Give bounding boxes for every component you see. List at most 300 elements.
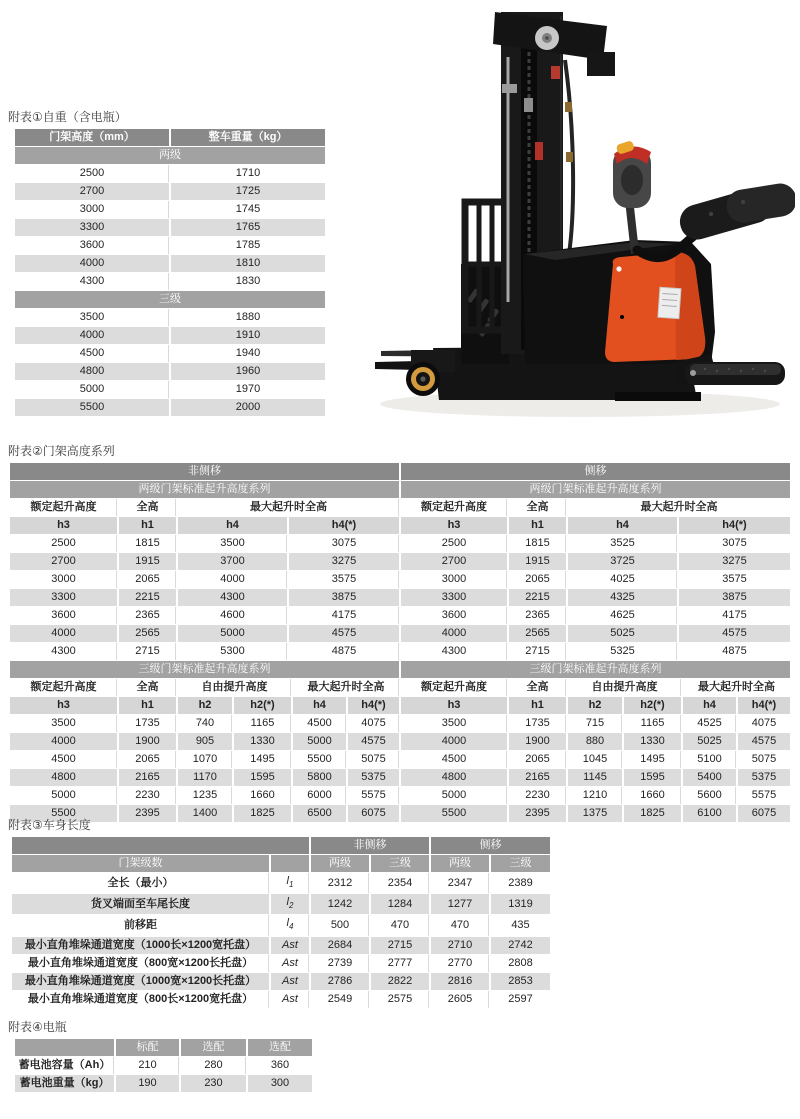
data-row	[10, 769, 790, 787]
table-cell: 5325	[567, 643, 678, 661]
table-cell: 4000	[10, 733, 118, 751]
symbol-cell: $l_2$	[270, 894, 310, 915]
group-header: 非侧移	[10, 463, 400, 481]
column-header: 全高	[118, 499, 177, 517]
symbol-header: h3	[400, 517, 508, 535]
weight-table-section	[8, 110, 325, 417]
table-cell: 2500	[400, 535, 508, 553]
tiller-console	[613, 140, 651, 254]
symbol-header: h1	[118, 517, 177, 535]
table-cell: 4025	[567, 571, 678, 589]
table-cell: 4500	[400, 751, 508, 769]
sub-header-row	[10, 697, 790, 715]
battery-table	[15, 1039, 312, 1093]
table-cell: 1277	[430, 894, 490, 915]
table-cell: 4175	[288, 607, 400, 625]
symbol-header: h1	[118, 697, 177, 715]
table-cell: 3300	[10, 589, 118, 607]
table-cell: 5400	[682, 769, 737, 787]
table-cell: 2739	[310, 954, 370, 972]
table-cell: 2565	[508, 625, 567, 643]
table-cell: 3600	[400, 607, 508, 625]
table-cell: 4000	[15, 327, 170, 345]
table-cell: 1400	[177, 805, 233, 823]
table-cell: 5000	[400, 787, 508, 805]
column-header: 最大起升时全高	[682, 679, 790, 697]
column-header: 自由提升高度	[567, 679, 682, 697]
table-cell: 2230	[118, 787, 177, 805]
data-row	[15, 183, 325, 201]
table-cell: 6500	[292, 805, 347, 823]
table-cell: 1170	[177, 769, 233, 787]
table-cell: 2770	[430, 954, 490, 972]
front-wheel	[406, 362, 440, 396]
section-band-row	[10, 661, 790, 679]
table-cell: 1210	[567, 787, 623, 805]
mast-height-title: 附表②门架高度系列	[8, 444, 115, 458]
symbol-header: h4(*)	[347, 697, 400, 715]
symbol-cell: Ast	[270, 954, 310, 972]
table-cell: 4300	[15, 273, 170, 291]
table-cell: 4500	[10, 751, 118, 769]
table-cell: 740	[177, 715, 233, 733]
table-cell: 2597	[490, 990, 550, 1008]
table-cell: 1915	[508, 553, 567, 571]
corner-cell	[15, 1039, 115, 1057]
data-row	[12, 954, 550, 972]
table-cell: 4000	[400, 733, 508, 751]
operator-backrest-pads	[676, 181, 795, 243]
table-cell: 4075	[737, 715, 790, 733]
table-cell: 2165	[118, 769, 177, 787]
table-cell: 2710	[430, 936, 490, 954]
section-band-row	[15, 147, 325, 165]
data-row	[10, 571, 790, 589]
table-cell: 4000	[177, 571, 288, 589]
body-length-table	[12, 837, 550, 1009]
data-row	[10, 643, 790, 661]
table-cell: 4000	[400, 625, 508, 643]
symbol-header: h4	[177, 517, 288, 535]
table-cell: 2365	[508, 607, 567, 625]
column-header: 最大起升时全高	[177, 499, 400, 517]
symbol-cell: Ast	[270, 936, 310, 954]
table-cell: 4175	[678, 607, 790, 625]
row-label: 最小直角堆垛通道宽度（800宽×1200长托盘）	[12, 954, 270, 972]
column-header: 全高	[118, 679, 177, 697]
table-cell: 1970	[170, 381, 325, 399]
table-cell: 5375	[737, 769, 790, 787]
table-cell: 4525	[682, 715, 737, 733]
row-label: 最小直角堆垛通道宽度（800长×1200宽托盘）	[12, 990, 270, 1008]
section-band: 两级门架标准起升高度系列	[10, 481, 400, 499]
data-row	[15, 255, 325, 273]
table-cell: 470	[370, 915, 430, 936]
table-cell: 2230	[508, 787, 567, 805]
table-cell: 1960	[170, 363, 325, 381]
data-row	[10, 589, 790, 607]
data-row	[10, 607, 790, 625]
table-cell: 2700	[15, 183, 170, 201]
table-cell: 4000	[15, 255, 170, 273]
header-row	[15, 1039, 312, 1057]
body-length-section	[8, 818, 553, 1009]
table-cell: 4625	[567, 607, 678, 625]
data-row	[15, 327, 325, 345]
symbol-header: h4	[567, 517, 678, 535]
data-row	[10, 787, 790, 805]
table-cell: 1880	[170, 309, 325, 327]
section-band-row	[10, 481, 790, 499]
mast-height-three-stage-table	[10, 661, 790, 823]
table-cell: 5025	[682, 733, 737, 751]
table-cell: 300	[247, 1075, 312, 1093]
stage-header: 两级	[430, 855, 490, 873]
table-cell: 2365	[118, 607, 177, 625]
table-cell: 3725	[567, 553, 678, 571]
table-cell: 2500	[15, 165, 170, 183]
stage-header: 两级	[310, 855, 370, 873]
table-cell: 715	[567, 715, 623, 733]
table-cell: 4800	[10, 769, 118, 787]
table-cell: 4500	[292, 715, 347, 733]
data-row	[15, 399, 325, 417]
data-row	[15, 1057, 312, 1075]
table-cell: 4800	[400, 769, 508, 787]
table-cell: 1284	[370, 894, 430, 915]
table-cell: 1765	[170, 219, 325, 237]
column-header: 全高	[508, 499, 567, 517]
table-cell: 1375	[567, 805, 623, 823]
table-cell: 470	[430, 915, 490, 936]
corner-cell	[12, 837, 310, 855]
data-row	[10, 625, 790, 643]
table-cell: 210	[115, 1057, 180, 1075]
table-cell: 2347	[430, 873, 490, 894]
table-cell: 2354	[370, 873, 430, 894]
table-cell: 5000	[177, 625, 288, 643]
section-band: 两级门架标准起升高度系列	[400, 481, 790, 499]
symbol-header: h1	[508, 517, 567, 535]
table-cell: 3500	[400, 715, 508, 733]
table-cell: 1910	[170, 327, 325, 345]
section-band: 三级门架标准起升高度系列	[10, 661, 400, 679]
table-cell: 5600	[682, 787, 737, 805]
symbol-header: h3	[10, 697, 118, 715]
column-header: 最大起升时全高	[567, 499, 790, 517]
table-cell: 2786	[310, 972, 370, 990]
table-cell: 2000	[170, 399, 325, 417]
table-cell: 2816	[430, 972, 490, 990]
table-cell: 1745	[170, 201, 325, 219]
table-cell: 3600	[15, 237, 170, 255]
data-row	[15, 345, 325, 363]
column-header: 自由提升高度	[177, 679, 292, 697]
section-band-row	[15, 291, 325, 309]
table-cell: 4875	[288, 643, 400, 661]
data-row	[10, 751, 790, 769]
symbol-cell: Ast	[270, 972, 310, 990]
table-cell: 2700	[400, 553, 508, 571]
table-cell: 1825	[623, 805, 682, 823]
header-row	[15, 129, 325, 147]
table-cell: 2395	[508, 805, 567, 823]
table-cell: 5800	[292, 769, 347, 787]
column-header: 额定起升高度	[400, 499, 508, 517]
table-cell: 5000	[10, 787, 118, 805]
table-cell: 3000	[10, 571, 118, 589]
mast-height-section	[8, 444, 790, 823]
column-header: 选配	[247, 1039, 312, 1057]
product-photo-reach-truck	[375, 2, 795, 427]
table-cell: 2808	[490, 954, 550, 972]
row-label: 蓄电池重量（kg）	[15, 1075, 115, 1093]
table-cell: 3700	[177, 553, 288, 571]
data-row	[15, 273, 325, 291]
weight-table-body	[15, 129, 325, 417]
table-cell: 190	[115, 1075, 180, 1093]
table-cell: 1330	[233, 733, 292, 751]
table-cell: 1319	[490, 894, 550, 915]
table-cell: 1735	[508, 715, 567, 733]
table-cell: 3275	[288, 553, 400, 571]
table-cell: 1495	[623, 751, 682, 769]
table-cell: 1595	[233, 769, 292, 787]
table-cell: 2165	[508, 769, 567, 787]
column-header: 额定起升高度	[10, 679, 118, 697]
table-cell: 1815	[118, 535, 177, 553]
mast-height-two-stage-table	[10, 463, 790, 661]
data-row	[15, 309, 325, 327]
table-cell: 4875	[678, 643, 790, 661]
table-cell: 3300	[400, 589, 508, 607]
table-cell: 5100	[682, 751, 737, 769]
data-row	[12, 936, 550, 954]
data-row	[12, 990, 550, 1008]
table-cell: 1595	[623, 769, 682, 787]
symbol-cell: Ast	[270, 990, 310, 1008]
table-cell: 5500	[10, 805, 118, 823]
table-cell: 2065	[118, 751, 177, 769]
mast-height-three-stage-body	[10, 661, 790, 823]
weight-table	[15, 129, 325, 417]
table-cell: 1915	[118, 553, 177, 571]
table-cell: 5075	[347, 751, 400, 769]
data-row	[10, 535, 790, 553]
symbol-cell: $l_4$	[270, 915, 310, 936]
table-cell: 1045	[567, 751, 623, 769]
section-band: 两级	[15, 147, 325, 165]
table-cell: 5025	[567, 625, 678, 643]
stage-header: 三级	[370, 855, 430, 873]
table-cell: 2065	[508, 571, 567, 589]
group-header: 侧移	[430, 837, 550, 855]
data-row	[15, 201, 325, 219]
table-cell: 1815	[508, 535, 567, 553]
mast-height-two-stage-body	[10, 463, 790, 661]
table-cell: 3000	[400, 571, 508, 589]
table-cell: 3575	[678, 571, 790, 589]
table-cell: 5075	[737, 751, 790, 769]
symbol-header: h2(*)	[233, 697, 292, 715]
column-header: 标配	[115, 1039, 180, 1057]
table-cell: 4300	[10, 643, 118, 661]
table-cell: 4600	[177, 607, 288, 625]
column-header: 额定起升高度	[400, 679, 508, 697]
table-cell: 2822	[370, 972, 430, 990]
table-cell: 4575	[678, 625, 790, 643]
table-cell: 3000	[15, 201, 170, 219]
data-row	[10, 733, 790, 751]
table-cell: 2500	[10, 535, 118, 553]
table-cell: 3075	[288, 535, 400, 553]
group-header-row	[10, 463, 790, 481]
table-cell: 2065	[508, 751, 567, 769]
table-cell: 5500	[400, 805, 508, 823]
table-cell: 4500	[15, 345, 170, 363]
table-cell: 2715	[370, 936, 430, 954]
table-cell: 1710	[170, 165, 325, 183]
table-cell: 3500	[10, 715, 118, 733]
table-cell: 3275	[678, 553, 790, 571]
table-cell: 1660	[623, 787, 682, 805]
symbol-header: h3	[10, 517, 118, 535]
table-cell: 2684	[310, 936, 370, 954]
table-cell: 1165	[233, 715, 292, 733]
data-row	[15, 381, 325, 399]
table-cell: 3500	[15, 309, 170, 327]
column-header: 门架高度（mm）	[15, 129, 170, 147]
group-header: 侧移	[400, 463, 790, 481]
reach-truck-illustration	[375, 2, 795, 427]
table-cell: 2853	[490, 972, 550, 990]
table-cell: 4575	[288, 625, 400, 643]
table-cell: 3575	[288, 571, 400, 589]
operator-platform	[675, 354, 785, 385]
symbol-header: h4(*)	[288, 517, 400, 535]
table-cell: 1725	[170, 183, 325, 201]
group-header-row	[12, 837, 550, 855]
table-cell: 1810	[170, 255, 325, 273]
column-header-row	[10, 679, 790, 697]
table-cell: 2065	[118, 571, 177, 589]
table-cell: 5300	[177, 643, 288, 661]
table-cell: 2700	[10, 553, 118, 571]
row-label: 最小直角堆垛通道宽度（1000宽×1200长托盘）	[12, 972, 270, 990]
table-cell: 1900	[508, 733, 567, 751]
table-cell: 1735	[118, 715, 177, 733]
table-cell: 2575	[370, 990, 430, 1008]
table-cell: 1235	[177, 787, 233, 805]
column-header: 整车重量（kg）	[170, 129, 325, 147]
symbol-header: h4	[292, 697, 347, 715]
table-cell: 5375	[347, 769, 400, 787]
row-label: 最小直角堆垛通道宽度（1000长×1200宽托盘）	[12, 936, 270, 954]
table-cell: 4300	[400, 643, 508, 661]
table-cell: 1165	[623, 715, 682, 733]
row-label: 前移距	[12, 915, 270, 936]
table-cell: 230	[180, 1075, 247, 1093]
table-cell: 1330	[623, 733, 682, 751]
table-cell: 5000	[15, 381, 170, 399]
table-cell: 905	[177, 733, 233, 751]
table-cell: 2549	[310, 990, 370, 1008]
data-row	[15, 237, 325, 255]
table-cell: 1825	[233, 805, 292, 823]
table-cell: 1830	[170, 273, 325, 291]
body-length-title: 附表③车身长度	[8, 818, 91, 832]
table-cell: 2777	[370, 954, 430, 972]
body-length-table-body	[12, 837, 550, 1008]
column-header: 额定起升高度	[10, 499, 118, 517]
table-cell: 6000	[292, 787, 347, 805]
table-cell: 3525	[567, 535, 678, 553]
section-band: 三级	[15, 291, 325, 309]
table-cell: 2565	[118, 625, 177, 643]
group-header: 非侧移	[310, 837, 430, 855]
symbol-header: h3	[400, 697, 508, 715]
table-cell: 4000	[10, 625, 118, 643]
stage-header: 三级	[490, 855, 550, 873]
table-cell: 5575	[737, 787, 790, 805]
table-cell: 3875	[288, 589, 400, 607]
table-cell: 5000	[292, 733, 347, 751]
data-row	[12, 873, 550, 894]
table-cell: 3875	[678, 589, 790, 607]
table-cell: 4575	[347, 733, 400, 751]
weight-table-title: 附表①自重（含电瓶）	[8, 110, 127, 124]
row-label: 蓄电池容量（Ah）	[15, 1057, 115, 1075]
battery-section	[8, 1020, 313, 1093]
symbol-header: h2	[567, 697, 623, 715]
symbol-cell: $l_1$	[270, 873, 310, 894]
table-cell: 4325	[567, 589, 678, 607]
data-row	[12, 894, 550, 915]
table-cell: 2395	[118, 805, 177, 823]
table-cell: 2742	[490, 936, 550, 954]
column-header: 全高	[508, 679, 567, 697]
row-label: 全长（最小）	[12, 873, 270, 894]
table-cell: 1242	[310, 894, 370, 915]
table-cell: 6075	[347, 805, 400, 823]
table-cell: 2215	[508, 589, 567, 607]
table-cell: 2715	[118, 643, 177, 661]
table-cell: 1785	[170, 237, 325, 255]
table-cell: 2715	[508, 643, 567, 661]
data-row	[12, 915, 550, 936]
table-cell: 2215	[118, 589, 177, 607]
table-cell: 2312	[310, 873, 370, 894]
table-cell: 1495	[233, 751, 292, 769]
table-cell: 435	[490, 915, 550, 936]
table-cell: 1940	[170, 345, 325, 363]
table-cell: 4575	[737, 733, 790, 751]
table-cell: 3300	[15, 219, 170, 237]
table-cell: 5500	[15, 399, 170, 417]
table-cell: 5575	[347, 787, 400, 805]
symbol-header: h2	[177, 697, 233, 715]
table-cell: 3600	[10, 607, 118, 625]
symbol-header: h4(*)	[737, 697, 790, 715]
table-cell: 2389	[490, 873, 550, 894]
symbol-header: h4	[682, 697, 737, 715]
table-cell: 3075	[678, 535, 790, 553]
symbol-header: h2(*)	[623, 697, 682, 715]
column-header-row	[10, 499, 790, 517]
table-cell: 4300	[177, 589, 288, 607]
symbol-header: h4(*)	[678, 517, 790, 535]
table-cell: 4800	[15, 363, 170, 381]
